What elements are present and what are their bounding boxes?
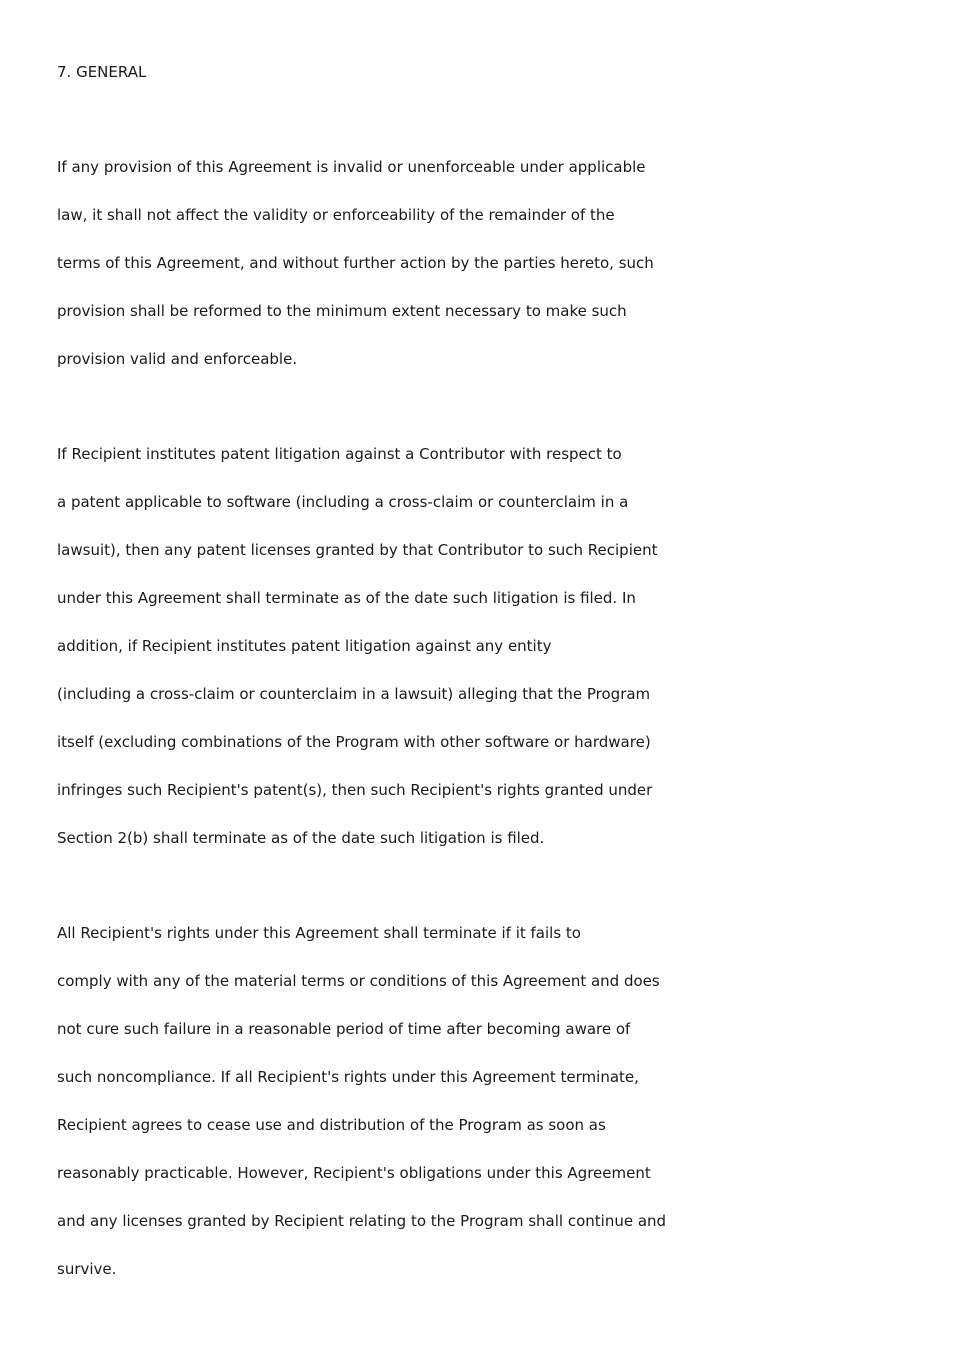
paragraph-line: provision shall be reformed to the minimum extent necessary to make such xyxy=(57,302,627,320)
paragraph-line: not cure such failure in a reasonable period of time after becoming aware of xyxy=(57,1020,631,1038)
spacer xyxy=(57,874,917,921)
paragraph-line: infringes such Recipient's patent(s), then such Recipient's rights granted under xyxy=(57,781,653,799)
paragraph-line: a patent applicable to software (including a cross-claim or counterclaim in a xyxy=(57,493,629,511)
paragraph-line: itself (excluding combinations of the Program with other software or hardware) xyxy=(57,733,651,751)
paragraph-line: If Recipient institutes patent litigation against a Contributor with respect to xyxy=(57,445,622,463)
paragraph-line: survive. xyxy=(57,1260,117,1278)
paragraph-patent-litigation xyxy=(57,442,917,874)
paragraph-line: Section 2(b) shall terminate as of the date such litigation is filed. xyxy=(57,829,545,847)
paragraph-severability xyxy=(57,155,917,395)
paragraph-line: All Recipient's rights under this Agreement shall terminate if it fails to xyxy=(57,924,581,942)
paragraph-line: lawsuit), then any patent licenses granted by that Contributor to such Recipient xyxy=(57,541,658,559)
paragraph-termination xyxy=(57,921,917,1305)
paragraph-line: If any provision of this Agreement is invalid or unenforceable under applicable xyxy=(57,158,646,176)
section-heading: 7. GENERAL xyxy=(57,63,147,81)
paragraph-line: law, it shall not affect the validity or enforceability of the remainder of the xyxy=(57,206,615,224)
paragraph-line: comply with any of the material terms or conditions of this Agreement and does xyxy=(57,972,660,990)
spacer xyxy=(57,395,917,442)
paragraph-line: provision valid and enforceable. xyxy=(57,350,298,368)
paragraph-line: and any licenses granted by Recipient relating to the Program shall continue and xyxy=(57,1212,667,1230)
spacer xyxy=(57,108,917,155)
paragraph-line: terms of this Agreement, and without further action by the parties hereto, such xyxy=(57,254,654,272)
paragraph-line: under this Agreement shall terminate as of the date such litigation is filed. In xyxy=(57,589,636,607)
paragraph-line: reasonably practicable. However, Recipient's obligations under this Agreement xyxy=(57,1164,651,1182)
paragraph-line: (including a cross-claim or counterclaim in a lawsuit) alleging that the Program xyxy=(57,685,651,703)
paragraph-line: such noncompliance. If all Recipient's rights under this Agreement terminate, xyxy=(57,1068,639,1086)
paragraph-line: addition, if Recipient institutes patent litigation against any entity xyxy=(57,637,552,655)
paragraph-line: Recipient agrees to cease use and distribution of the Program as soon as xyxy=(57,1116,606,1134)
document-page xyxy=(57,60,917,1305)
